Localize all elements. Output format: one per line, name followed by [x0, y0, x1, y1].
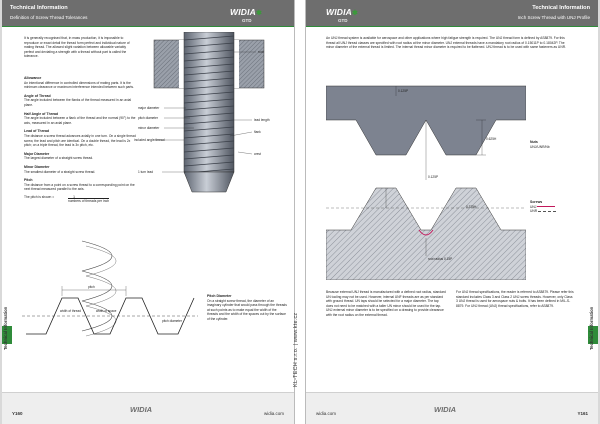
- left-page-number: Y160: [12, 411, 23, 416]
- right-intro: An UNJ thread system is available for aerospace and other applications where high fatigue strength is required. The UNJ thread form is defined by AS8879. For this thread all UNJ thread classes are specified with root radius at the minor diameter. UNJ external threads have a mandatory root radius of 0.15011P to 0.18042P. The minor diameter of the external thread is limited. The internal thread minor diameter is required to be flattened. UNJ thread is to be used with same fasteners as UNR.: [326, 36, 566, 50]
- right-footer-site: widia.com: [316, 411, 337, 416]
- right-header: [306, 0, 598, 26]
- pitch-diameter-note: Pitch Diameter On a straight screw thread, the diameter of an imaginary cylinder that would pass through the threads at such points as to make equal the width of the threads and the width of the spaces cut by the surface of the cylinder.: [207, 294, 287, 321]
- left-sublogo: GTD: [242, 18, 252, 23]
- definition-item: Lead of Thread The distance a screw thread advances axially in one turn. On a single thread screw, the lead and pitch are identical. On a double thread, the lead is 2x pitch; on a triple thread, the lead is 3x pitch, etc.: [24, 129, 136, 148]
- definition-item: Allowance An intentional difference in controlled dimensions of mating parts. It is the minimum clearance or maximum interference intended between such parts.: [24, 76, 134, 90]
- definition-item: Major Diameter The largest diameter of a straight screw thread.: [24, 151, 94, 161]
- widia-logo: WIDIA✱: [230, 7, 263, 17]
- left-side-label: Technical Information: [3, 306, 8, 350]
- left-header-subtitle: Definition of Screw Thread Tolerances: [10, 15, 88, 20]
- right-side-label: Technical Information: [589, 306, 594, 350]
- left-page: [2, 0, 294, 424]
- fig-label-minor: minor diameter: [138, 126, 160, 130]
- profile-label-pitch-diameter: pitch diameter: [162, 319, 183, 323]
- logo-star-icon: ✱: [256, 10, 263, 17]
- unj-profile-figure: [326, 80, 526, 280]
- fig-label-flank: flank: [254, 130, 261, 134]
- bolt-thread-figure: [134, 32, 284, 212]
- thread-profile-figure: [22, 282, 202, 346]
- definition-item: Pitch The distance from a point on a screw thread to a corresponding point on the next thread measured parallel to the axis.: [24, 178, 135, 192]
- fig-label-0125p-b: 0.125P: [428, 175, 439, 179]
- left-header-title: Technical Information: [10, 5, 68, 11]
- right-page-number: Y161: [577, 411, 588, 416]
- logo-star-icon: ✱: [352, 10, 359, 17]
- pitch-formula: The pitch is shown = 1 numbers of threads per inch: [24, 194, 110, 204]
- right-header-subtitle: Inch Screw Thread with UNJ Profile: [517, 15, 590, 20]
- fig-label-0625h: 0.625H: [486, 137, 497, 141]
- fig-label-pitch: pitch diameter: [138, 116, 159, 120]
- profile-label-width-space: width of space: [96, 309, 117, 313]
- profile-label-width-thread: width of thread: [60, 309, 81, 313]
- profile-label-pitch: pitch: [88, 285, 95, 289]
- fig-label-root-radius: root radius 0.15P: [428, 257, 453, 261]
- footer-logo: WIDIA: [130, 405, 153, 414]
- fig-label-angle: included angle thread: [134, 138, 165, 142]
- left-footer: [2, 392, 294, 424]
- right-col2: For UNJ thread specifications, the reader is referred to AS8879. Please refer this standard includes Class 3 and Class 2 UNJ screw threads. However, only Class 3 UNJ thread is used for aerospace nuts & bolts. It has been defined in MIL-S-8879. For UNJ thread (UNJ) thread specifications, refer to AS8879.: [456, 290, 574, 308]
- definition-item: Minor Diameter The smallest diameter of a straight screw thread.: [24, 164, 96, 174]
- screws-legend: Screws UNJ UNR: [530, 200, 590, 214]
- right-page: [306, 0, 598, 424]
- definitions: [24, 72, 136, 204]
- right-header-title: Technical Information: [532, 5, 590, 11]
- left-footer-site: widia.com: [263, 411, 284, 416]
- nuts-legend: Nuts UNJ/UNR/Nb: [530, 140, 550, 149]
- right-col1: Because external UNJ thread is manufactured with a defined root radius, standard UN tooling may not be used. However, internal UNF threads are as per standard with ground thread. UN taps should be selected for a major diameter. The tap does not need to be matched with a taller UN minor should be used for the tap. UNJ external minor diameter is to be specified on a drawing to provide clearance with the root radius on the external thread.: [326, 290, 446, 317]
- definition-item: Half Angle of Thread The angle included between a flank of the thread and the normal (90°) to the axis, measured in an axial plane.: [24, 111, 136, 125]
- fig-label-turn: 1 turn lead: [138, 170, 154, 174]
- left-header: [2, 0, 294, 26]
- fig-label-lead: lead length: [254, 118, 270, 122]
- gutter-text: KL-TECH s.r.o. | www.kte.cz: [293, 312, 299, 388]
- fig-label-0375h: 0.375H: [466, 205, 477, 209]
- left-intro: It is generally recognised that, in mass production, it is impossible to reproduce or exact detail the thread form perfect and individual nature of mating thread. The allowed slight variation between allowable variably perfect and deviating a strength with a thread without part is called the tolerance.: [24, 36, 130, 59]
- widia-logo: WIDIA✱: [326, 7, 359, 17]
- fig-label-crest: crest: [254, 152, 261, 156]
- right-sublogo: GTD: [338, 18, 348, 23]
- fig-label-0125p: 0.125P: [398, 89, 409, 93]
- definition-item: Angle of Thread The angle included between the flanks of the thread measured in an axial plane.: [24, 93, 132, 107]
- fig-label-major: major diameter: [138, 106, 160, 110]
- footer-logo: WIDIA: [434, 405, 457, 414]
- right-footer: [306, 392, 598, 424]
- fig-label-root: root: [258, 50, 264, 54]
